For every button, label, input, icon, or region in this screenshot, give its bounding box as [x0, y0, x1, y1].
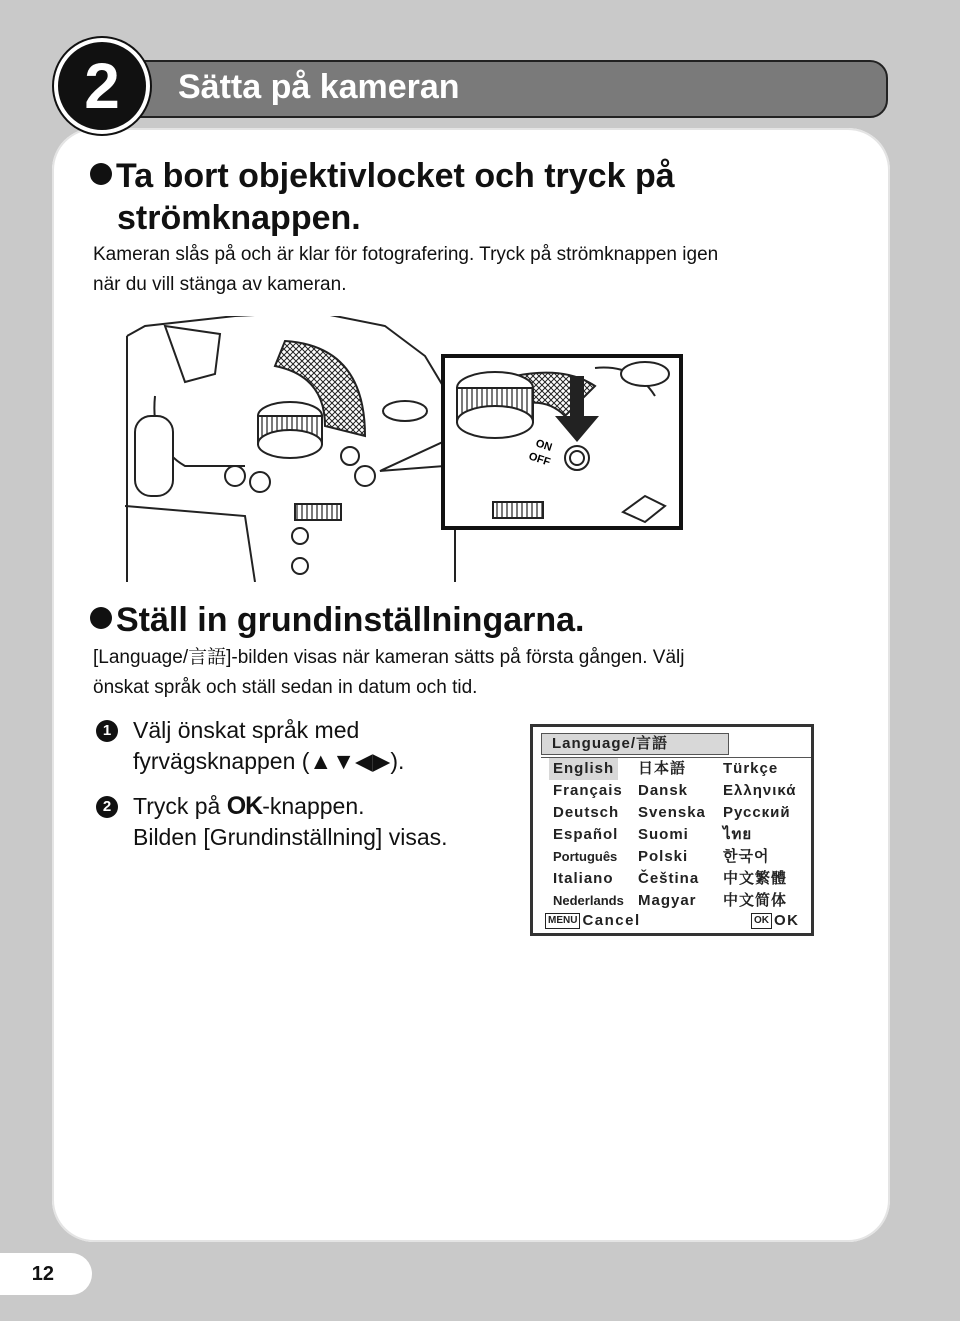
section1-body-line2: när du vill stänga av kameran.: [93, 274, 347, 295]
section2-heading: [90, 600, 584, 640]
step-2-text-pre: Tryck på: [133, 793, 227, 819]
ok-label: OK: [774, 912, 800, 929]
section1-heading: [90, 156, 675, 196]
step-1-line2: fyrvägsknappen (▲▼◀▶).: [133, 748, 405, 774]
page-number: 12: [0, 1253, 92, 1295]
section1-heading-line1: Ta bort objektivlocket och tryck på: [116, 157, 675, 195]
power-label-on: ON: [534, 437, 554, 454]
lang-option[interactable]: English: [549, 758, 618, 780]
language-screen: [530, 724, 814, 936]
section2-body-line1: [Language/言語]-bilden visas när kameran sätts på första gången. Välj: [93, 647, 685, 668]
step-2-text-post: -knappen.: [262, 793, 365, 819]
lang-option[interactable]: Polski: [638, 848, 689, 865]
section2-heading-text: Ställ in grundinställningarna.: [116, 601, 585, 639]
step-number-badge: 2: [54, 38, 150, 134]
section2-body-line2: önskat språk och ställ sedan in datum och tid.: [93, 677, 478, 698]
lang-option[interactable]: Português: [553, 849, 618, 864]
step-number: 2: [96, 796, 118, 818]
lang-option[interactable]: 한국어: [723, 848, 770, 865]
section1-heading-line2: strömknappen.: [117, 199, 361, 237]
ok-hint[interactable]: [751, 911, 800, 931]
ok-key-icon: OK: [751, 913, 772, 929]
cancel-hint[interactable]: [545, 911, 641, 931]
lang-option[interactable]: 日本語: [638, 760, 687, 777]
lang-option[interactable]: Italiano: [553, 870, 614, 887]
menu-key-icon: MENU: [545, 913, 580, 929]
camera-top-illustration: [125, 316, 685, 582]
step-2-line1: [133, 790, 365, 822]
lang-option[interactable]: Ελληνικά: [723, 782, 797, 799]
cancel-label: Cancel: [582, 912, 641, 929]
power-label-off: OFF: [527, 450, 552, 469]
section1-body-line1: Kameran slås på och är klar för fotografering. Tryck på strömknappen igen: [93, 244, 719, 265]
lang-option[interactable]: ไทย: [723, 826, 753, 843]
lang-option[interactable]: Русский: [723, 804, 791, 821]
lang-option[interactable]: Español: [553, 826, 619, 843]
lang-option[interactable]: Dansk: [638, 782, 689, 799]
lang-option[interactable]: 中文简体: [723, 892, 788, 909]
lang-option[interactable]: Nederlands: [553, 893, 624, 908]
lang-option[interactable]: Magyar: [638, 892, 697, 909]
step-2-line2: Bilden [Grundinställning] visas.: [133, 824, 448, 850]
lang-option[interactable]: Čeština: [638, 870, 700, 887]
lang-option[interactable]: 中文繁體: [723, 870, 788, 887]
step-number: 1: [96, 720, 118, 742]
bullet-icon: [90, 163, 112, 185]
lang-option[interactable]: Svenska: [638, 804, 706, 821]
bullet-icon: [90, 607, 112, 629]
lang-option[interactable]: Türkçe: [723, 760, 779, 777]
page-title: Sätta på kameran: [178, 68, 460, 106]
step-1-line1: Välj önskat språk med: [133, 717, 360, 743]
language-screen-title: Language/言語: [541, 733, 729, 755]
lang-option[interactable]: Français: [553, 782, 623, 799]
lang-option[interactable]: Deutsch: [553, 804, 620, 821]
lang-option[interactable]: Suomi: [638, 826, 689, 843]
ok-button-glyph: OK: [226, 792, 263, 820]
